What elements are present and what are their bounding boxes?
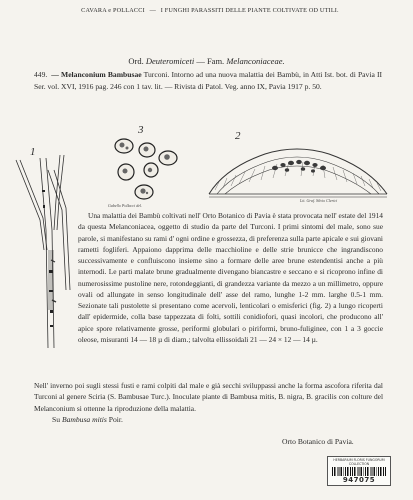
description-paragraph-1 (78, 210, 383, 345)
header-separator: — (149, 7, 156, 14)
species-name: — Melanconium Bambusae (51, 70, 142, 79)
description-text-1: Una malattia dei Bambù coltivati nell' Orto Botanico di Pavia è stata provocata nell' estate del 1914 da questa Melanconiacea, oggetto di studio da parte del Turconi. I primi sintomi del male, sono sue parole, si manifestano su rami d' ogni ordine e grossezza, di preferenza sulla parte apicale e sui giovani rametti fogliferi. Appaiono dapprima delle macchioline e delle strie brunicce che ingrandiscono successivamente e confluiscono insieme sino a formare delle aree brune estendentisi anche a più internodi. Le parti malate brune gradualmente divengano biancastre e seccano e si ricoprono infine di numerosissime pustoline nere, rotondeggianti, di grandezza variante da mezzo a un millimetro, oppure ovali od allungate in senso longitudinale dell' asse del ramo, lunghe 1-2 mm. larghe 0.5-1 mm. Sezionate tali pustolette si presentano come acervoli, lenticolari o emisferici (fig. 2) a lungo ricoperti dall' epidermide, colla base tappezzata di folti, sottili conidiofori, quasi incolori, che producono all' apice spore relativamente grosse, periformi globulari o piriformi, bruno-fuliginee, con 1 a 3 goccie oleose, misuranti 14 — 18 µ di diam.; talvolta ellissoidali 21 — 24 × 12 — 14 µ. (78, 211, 383, 344)
header-authors: CAVARA e POLLACCI (81, 7, 145, 14)
species-entry (34, 69, 382, 92)
species-author: Turconi. (143, 70, 170, 79)
barcode-number: 947075 (342, 476, 376, 484)
description-text-2: Nell' inverno poi sugli stessi fusti e rami colpiti dal male e già secchi sviluppassi anche la forma ascofora riferita dal Turconi al genere Sciria (S. Bambusae Turc.). Inoculate piante di Bambusa mitis, B. nigra, B. gracilis con colture del Melanconium si ottenne la riproduzione della malattia. (34, 381, 383, 413)
figure-1-label: 1 (30, 146, 36, 158)
host-name: Bambusa mitis (61, 415, 107, 424)
classification-line (0, 56, 413, 66)
host-prefix: Su (52, 415, 61, 424)
running-header (30, 7, 390, 14)
description-paragraph-2 (34, 380, 383, 414)
host-plant-line (52, 415, 123, 424)
order-name: Deuteromiceti (145, 56, 195, 66)
header-series: I FUNGHI PARASSITI DELLE PIANTE COLTIVATE OD UTILI. (160, 7, 339, 14)
figure-3-caption: Gabello Pollacci del. (108, 203, 143, 208)
figure-2-label: 2 (235, 130, 241, 142)
family-name: Melanconiaceae. (226, 56, 285, 66)
barcode-icon (332, 467, 386, 476)
species-citation: Intorno ad una nuova malattia dei Bambù, in Atti Ist. bot. di Pavia II Ser. vol. XVI, 1916 pag. 246 con 1 tav. lit. — Rivista di Patol. Veg. anno IX, Pavia 1917 p. 50. (34, 70, 382, 91)
figure-3-spores-illustration (106, 130, 188, 210)
barcode-label-text: HERBARIUM FLORIS FUNGORUM COLLECTION (333, 458, 385, 466)
collection-locality: Orto Botanico di Pavia. (282, 437, 354, 446)
order-prefix: Ord. (128, 56, 144, 66)
host-author: Poir. (108, 415, 123, 424)
entry-number: 449. (34, 70, 48, 79)
figure-2-acervulus-section (205, 138, 390, 200)
herbarium-barcode-label (327, 456, 391, 486)
family-prefix: — Fam. (196, 56, 225, 66)
figure-2-caption: Lit. Graf. Silvio Clerici (300, 198, 338, 203)
figure-3-label: 3 (138, 124, 144, 136)
